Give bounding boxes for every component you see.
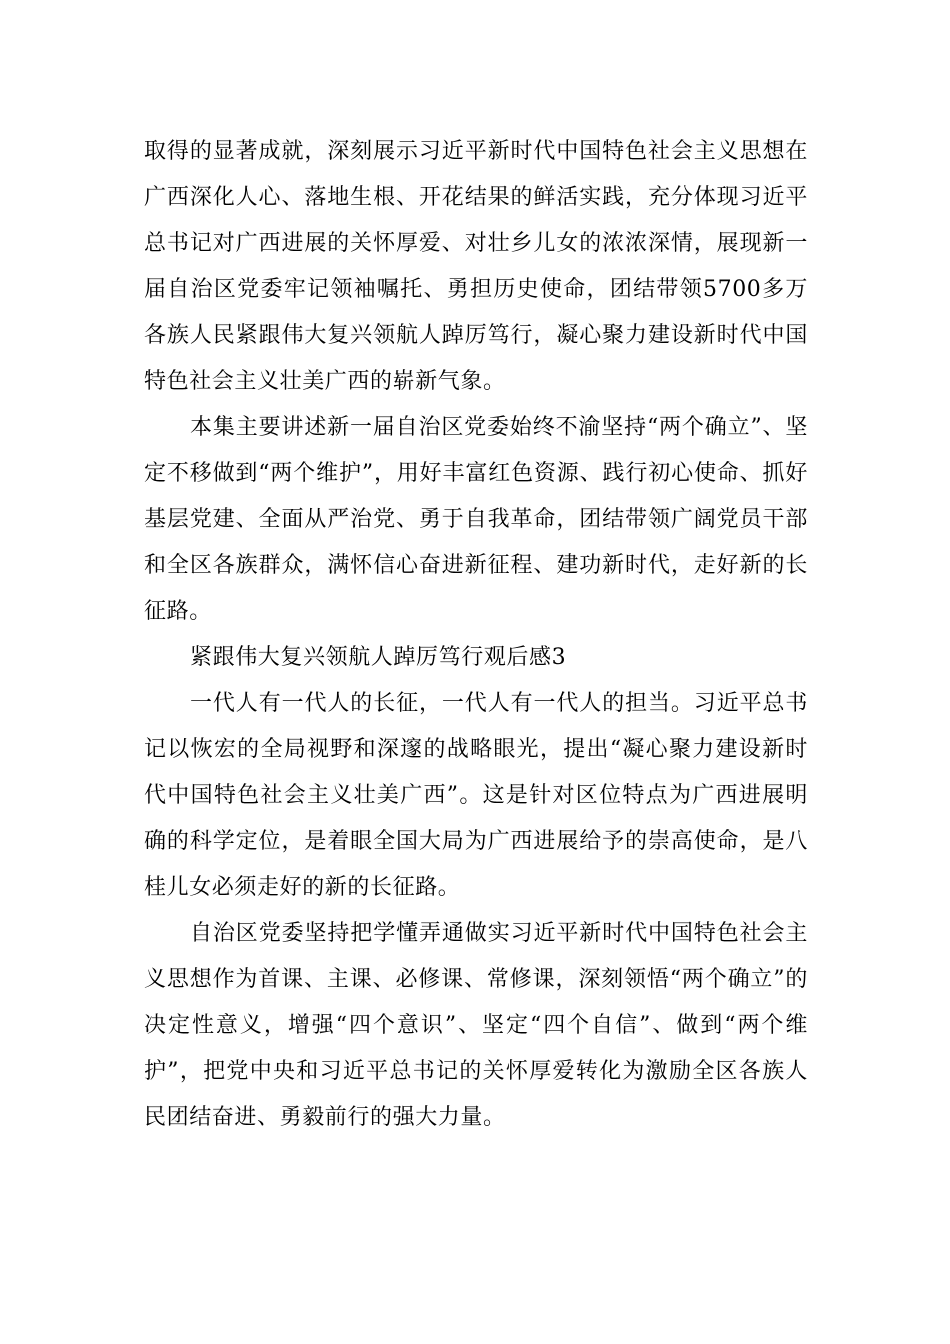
- document-body: [144, 129, 808, 1141]
- paragraph-1: 取得的显著成就，深刻展示习近平新时代中国特色社会主义思想在广西深化人心、落地生根、开花结果的鲜活实践，充分体现习近平总书记对广西进展的关怀厚爱、对壮乡儿女的浓浓深情，展现新一届自治区党委牢记领袖嘱托、勇担历史使命，团结带领5700多万各族人民紧跟伟大复兴领航人踔厉笃行，凝心聚力建设新时代中国特色社会主义壮美广西的崭新气象。: [144, 139, 808, 394]
- paragraph-3: 一代人有一代人的长征，一代人有一代人的担当。习近平总书记以恢宏的全局视野和深邃的战略眼光，提出“凝心聚力建设新时代中国特色社会主义壮美广西”。这是针对区位特点为广西进展明确的科学定位，是着眼全国大局为广西进展给予的崇高使命，是八桂儿女必须走好的新的长征路。: [144, 691, 808, 900]
- section-title: 紧跟伟大复兴领航人踔厉笃行观后感3: [190, 645, 567, 670]
- paragraph-4: 自治区党委坚持把学懂弄通做实习近平新时代中国特色社会主义思想作为首课、主课、必修课、常修课，深刻领悟“两个确立”的决定性意义，增强“四个意识”、坚定“四个自信”、做到“两个维护”，把党中央和习近平总书记的关怀厚爱转化为激励全区各族人民团结奋进、勇毅前行的强大力量。: [144, 921, 808, 1130]
- paragraph-2: 本集主要讲述新一届自治区党委始终不渝坚持“两个确立”、坚定不移做到“两个维护”，用好丰富红色资源、践行初心使命、抓好基层党建、全面从严治党、勇于自我革命，团结带领广阔党员干部和全区各族群众，满怀信心奋进新征程、建功新时代，走好新的长征路。: [144, 415, 808, 624]
